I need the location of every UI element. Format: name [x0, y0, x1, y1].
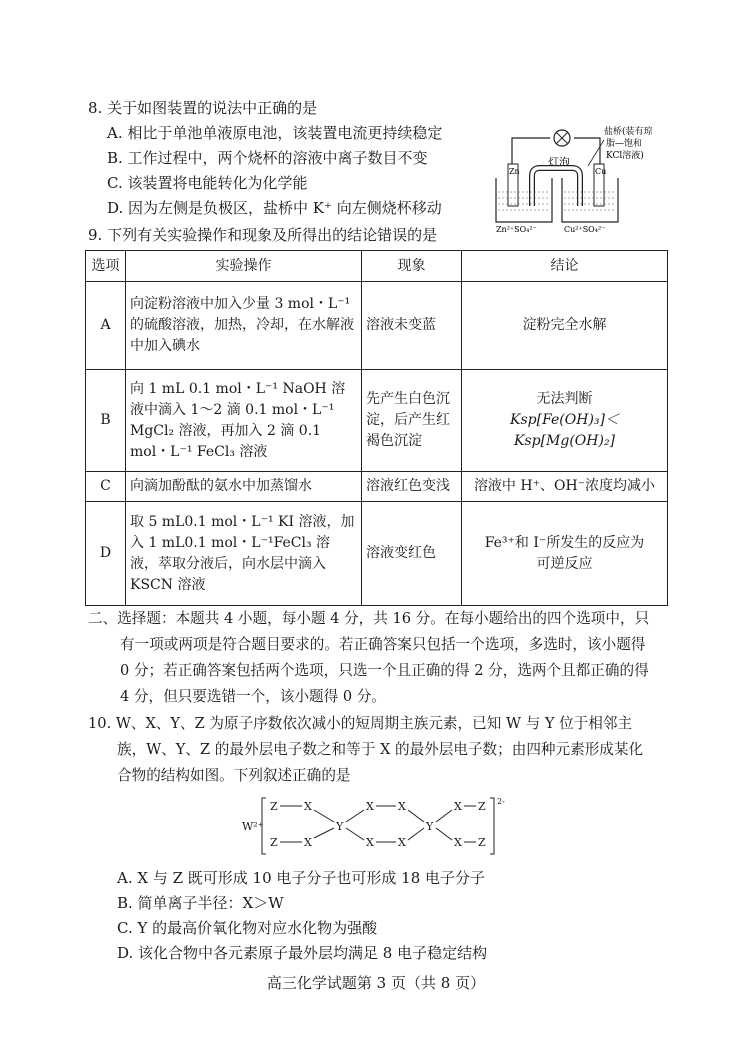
q10-option-c: C. Y 的最高价氧化物对应水化物为强酸	[117, 919, 378, 937]
structure-diagram	[240, 794, 520, 858]
right-beaker	[562, 178, 618, 222]
x-atom-6: X	[398, 836, 406, 849]
row-c-operation: 向滴加酚酞的氨水中加蒸馏水	[126, 472, 362, 502]
bridge-label-1: 盐桥(装有琼	[604, 127, 653, 137]
header-operation: 实验操作	[126, 251, 362, 282]
charge-label: 2-	[497, 797, 505, 806]
table-row	[86, 370, 668, 472]
page-footer: 高三化学试题第 3 页（共 8 页）	[266, 974, 486, 992]
row-c-option: C	[86, 472, 126, 502]
row-a-conclusion: 淀粉完全水解	[462, 282, 668, 370]
x-atom-2: X	[304, 836, 312, 849]
row-b-conclusion-line1: 无法判断	[536, 391, 593, 407]
cu-label: Cu	[595, 167, 607, 176]
header-phenomenon: 现象	[362, 251, 462, 282]
row-d-conclusion-line2: 可逆反应	[536, 555, 593, 572]
left-solution-label: Zn²⁺SO₄²⁻	[496, 225, 537, 234]
experiment-table	[85, 250, 668, 606]
section2-line3: 0 分；若正确答案包括两个选项，只选一个且正确的得 2 分，选两个且都正确的得	[120, 662, 649, 679]
x-atom-4: X	[398, 800, 406, 813]
row-d-conclusion-line1: Fe³⁺和 I⁻所发生的反应为	[484, 534, 645, 551]
q9-stem: 9. 下列有关实验操作和现象及所得出的结论错误的是	[88, 226, 438, 244]
y-atom-1: Y	[336, 820, 344, 833]
row-b-option: B	[86, 370, 126, 472]
x-atom-8: X	[454, 836, 462, 849]
salt-bridge	[532, 168, 580, 206]
q10-line1: 10. W、X、Y、Z 为原子序数依次减小的短周期主族元素，已知 W 与 Y 位于相邻主	[88, 715, 633, 732]
row-a-phenomenon: 溶液未变蓝	[362, 282, 462, 370]
table-row	[86, 282, 668, 370]
row-b-conclusion	[462, 370, 668, 472]
row-c-conclusion: 溶液中 H⁺、OH⁻浓度均减小	[462, 472, 668, 502]
header-conclusion: 结论	[462, 251, 668, 282]
row-d-operation: 取 5 mL0.1 mol・L⁻¹ KI 溶液，加入 1 mL0.1 mol・L⁻¹FeCl₃ 溶液，萃取分液后，向水层中滴入 KSCN 溶液	[126, 502, 362, 606]
q10-option-d: D. 该化合物中各元素原子最外层均满足 8 电子稳定结构	[117, 944, 488, 962]
zn-label: Zn	[509, 167, 520, 176]
x-atom-3: X	[366, 800, 374, 813]
z-atom-4: Z	[478, 836, 486, 849]
row-b-operation: 向 1 mL 0.1 mol・L⁻¹ NaOH 溶液中滴入 1～2 滴 0.1 mol・L⁻¹ MgCl₂ 溶液，再加入 2 滴 0.1 mol・L⁻¹ FeCl₃ 溶液	[126, 370, 362, 472]
row-d-phenomenon: 溶液变红色	[362, 502, 462, 606]
row-b-conclusion-line2: Ksp[Fe(OH)₃]＜Ksp[Mg(OH)₂]	[510, 412, 619, 449]
bulb-icon	[554, 130, 570, 146]
cation-label: W²⁺	[242, 820, 264, 833]
x-atom-1: X	[304, 800, 312, 813]
q10-option-b: B. 简单离子半径：X＞W	[117, 894, 284, 912]
x-atom-5: X	[366, 836, 374, 849]
right-solution-label: Cu²⁺SO₄²⁻	[564, 225, 606, 234]
q10-option-a: A. X 与 Z 既可形成 10 电子分子也可形成 18 电子分子	[117, 869, 486, 887]
section2-line4: 4 分，但只要选错一个，该小题得 0 分。	[120, 688, 386, 705]
bridge-label-3: KCl溶液)	[606, 151, 644, 161]
y-atom-2: Y	[426, 820, 434, 833]
row-b-phenomenon: 先产生白色沉淀，后产生红褐色沉淀	[362, 370, 462, 472]
q8-stem: 8. 关于如图装置的说法中正确的是	[88, 99, 318, 117]
row-d-conclusion	[462, 502, 668, 606]
table-row	[86, 502, 668, 606]
bulb-label: 灯泡	[548, 156, 570, 169]
q10-line2: 族，W、Y、Z 的最外层电子数之和等于 X 的最外层电子数；由四种元素形成某化	[117, 741, 644, 758]
table-header-row	[86, 251, 668, 282]
x-atom-7: X	[454, 800, 462, 813]
q8-option-d: D. 因为左侧是负极区，盐桥中 K⁺ 向左侧烧杯移动	[107, 199, 442, 217]
header-option: 选项	[86, 251, 126, 282]
q8-option-c: C. 该装置将电能转化为化学能	[107, 174, 308, 192]
section2-line1: 二、选择题：本题共 4 小题，每小题 4 分，共 16 分。在每小题给出的四个选项中，只	[88, 610, 650, 627]
galvanic-cell-figure	[492, 126, 662, 236]
row-a-option: A	[86, 282, 126, 370]
z-atom-1: Z	[270, 800, 278, 813]
q8-option-a: A. 相比于单池单液原电池，该装置电流更持续稳定	[107, 124, 443, 142]
row-a-operation: 向淀粉溶液中加入少量 3 mol・L⁻¹的硫酸溶液，加热，冷却，在水解液中加入碘水	[126, 282, 362, 370]
right-bracket	[490, 798, 494, 854]
table-row	[86, 472, 668, 502]
z-atom-2: Z	[270, 836, 278, 849]
left-beaker	[496, 178, 552, 222]
q8-option-b: B. 工作过程中，两个烧杯的溶液中离子数目不变	[107, 149, 428, 167]
row-c-phenomenon: 溶液红色变浅	[362, 472, 462, 502]
bridge-label-2: 脂—饱和	[606, 139, 643, 149]
section2-line2: 有一项或两项是符合题目要求的。若正确答案只包括一个选项，多选时，该小题得	[120, 636, 646, 653]
z-atom-3: Z	[478, 800, 486, 813]
row-d-option: D	[86, 502, 126, 606]
q10-line3: 合物的结构如图。下列叙述正确的是	[117, 767, 351, 784]
